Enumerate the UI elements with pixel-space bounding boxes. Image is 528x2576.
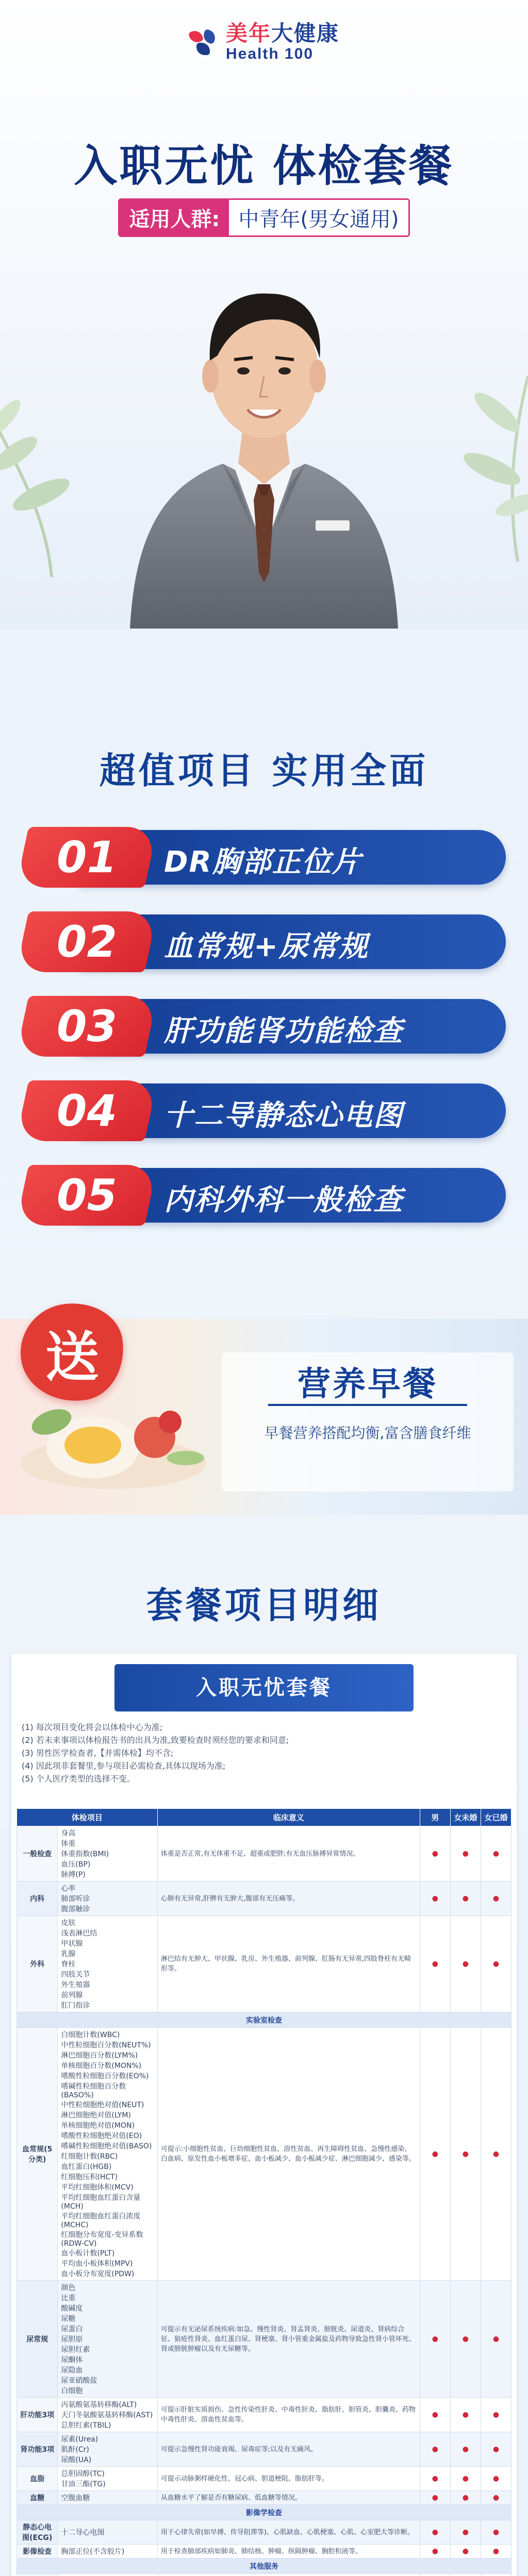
female-unmarried-mark: ●: [450, 2545, 481, 2558]
group-label: 实验室检查: [17, 2012, 512, 2028]
item-name-cell: 颜色 比重 酸碱度 尿糖 尿蛋白 尿胆原 尿胆红素 尿酮体 尿隐血 尿亚硝酸盐 白细胞: [58, 2281, 157, 2398]
item-name-cell: 总胆固醇(TC) 甘油三酯(TG): [58, 2467, 157, 2491]
group-label: 影像学检查: [17, 2505, 512, 2520]
package-name: 入职无忧套餐: [114, 1664, 414, 1711]
male-mark: ●: [420, 2398, 450, 2432]
item-name-cell: 心率 肺部听诊 腹部触诊: [58, 1882, 157, 1916]
item-name-cell: 皮肤 浅表淋巴结 甲状腺 乳腺 脊柱 四肢关节 外生殖器 前列腺 肛门指诊: [58, 1916, 157, 2012]
table-group-row: [17, 2012, 512, 2028]
col-female-unmarried: 女未婚: [450, 1809, 481, 1826]
table-group-row: [17, 2505, 512, 2520]
col-meaning: 临床意义: [157, 1809, 420, 1826]
item-name-cell: 胸部正位(不含胶片): [58, 2545, 157, 2558]
note-line: (1) 每次项目变化将会以体检中心为准;: [22, 1722, 163, 1732]
item-name-cell: 身高 体重 体重指数(BMI) 血压(BP) 脉搏(P): [58, 1826, 157, 1882]
female-unmarried-mark: ●: [450, 2028, 481, 2281]
meaning-cell: 用于检查肺部疾病如肺炎、肺结核、肿瘤、纵隔肿瘤、胸腔积液等。: [157, 2545, 420, 2558]
table-row: [17, 2467, 512, 2491]
female-married-mark: ●: [481, 2545, 511, 2558]
package-item: [22, 911, 506, 972]
item-number: 05: [15, 1165, 157, 1226]
brand-logo: [0, 23, 528, 62]
category-cell: 外科: [17, 1916, 58, 2012]
package-item: [22, 1080, 506, 1141]
meaning-cell: [157, 2574, 420, 2576]
male-mark: [420, 2574, 450, 2576]
table-row: [17, 2028, 512, 2281]
table-row: [17, 2398, 512, 2432]
item-label: 肝功能肾功能检查: [164, 1014, 403, 1048]
doctor-portrait: [120, 242, 408, 629]
male-mark: ●: [420, 1826, 450, 1882]
category-cell: 肝功能3项: [17, 2398, 58, 2432]
col-male: 男: [420, 1809, 450, 1826]
plant-left-decoration: [0, 361, 119, 577]
category-cell: 肾功能3项: [17, 2432, 58, 2467]
note-line: (2) 若未来事项以体检报告书的出具为准,致要检查时须经您的要求和同意;: [22, 1735, 289, 1745]
male-mark: ●: [420, 2491, 450, 2505]
female-unmarried-mark: [450, 2574, 481, 2576]
brand-name-red: 美年: [225, 21, 271, 46]
meaning-cell: 可提示有无泌尿系统疾病:如急、慢性肾炎、肾盂肾炎、膀胱炎、尿道炎、肾病综合征、狼疮性肾炎、血红蛋白尿、肾梗塞、肾小管重金属盐及药物导致急性肾小管坏死、肾或膀胱肿瘤以及有无尿糖等。: [157, 2281, 420, 2398]
meaning-cell: 可提示急慢性肾功能衰竭、尿毒症等;以及有无痛风。: [157, 2432, 420, 2467]
table-row: [17, 2281, 512, 2398]
female-married-mark: ●: [481, 2520, 511, 2545]
female-married-mark: ●: [481, 2432, 511, 2467]
detail-table: [16, 1808, 512, 2576]
category-cell: 血常规(5分类): [17, 2028, 58, 2281]
note-line: (5) 个人医疗类型的选择不变。: [22, 1774, 135, 1784]
brand-name-blue: 大健康: [271, 21, 340, 46]
gift-badge: 送: [14, 1297, 130, 1408]
hero-banner: [0, 0, 528, 629]
table-row: [17, 2432, 512, 2467]
item-name-cell: 空腹血糖: [58, 2491, 157, 2505]
table-row: [17, 2520, 512, 2545]
note-line: (4) 因此项非套餐里,参与项目必需检查,具体以现场为准;: [22, 1761, 226, 1771]
male-mark: ●: [420, 2281, 450, 2398]
table-row: [17, 1882, 512, 1916]
table-row: [17, 1916, 512, 2012]
audience-label: 适用人群:: [120, 200, 229, 235]
table-row: [17, 2545, 512, 2558]
item-name-cell: [58, 2574, 157, 2576]
male-mark: ●: [420, 2520, 450, 2545]
item-name-cell: 尿素(Urea) 肌酐(Cr) 尿酸(UA): [58, 2432, 157, 2467]
item-label: 十二导静态心电图: [164, 1099, 403, 1132]
notes-list: [22, 1721, 506, 1785]
detail-section-title: 套餐项目明细: [146, 1584, 382, 1626]
table-row: [17, 1826, 512, 1882]
items-section-title: 超值项目 实用全面: [99, 750, 429, 792]
item-name-cell: 十二导心电图: [58, 2520, 157, 2545]
female-unmarried-mark: ●: [450, 2281, 481, 2398]
package-item: [22, 996, 506, 1057]
category-cell: 影像检查: [17, 2545, 58, 2558]
female-unmarried-mark: ●: [450, 2520, 481, 2545]
male-mark: ●: [420, 2467, 450, 2491]
male-mark: ●: [420, 1916, 450, 2012]
category-cell: [17, 2574, 58, 2576]
item-label: DR胸部正位片: [164, 845, 362, 879]
female-married-mark: [481, 2574, 511, 2576]
meaning-cell: 可提示动脉粥样硬化性、冠心病、胆道梗阻、脂肪肝等。: [157, 2467, 420, 2491]
table-row: [17, 2574, 512, 2576]
package-item: [22, 1165, 506, 1226]
gift-subtitle: 早餐营养搭配均衡,富含膳食纤维: [264, 1425, 471, 1442]
item-number: 04: [15, 1080, 157, 1141]
meaning-cell: 体重是否正常,有无体重不足、超重或肥胖;有无血压脉搏异常情况。: [157, 1826, 420, 1882]
female-unmarried-mark: ●: [450, 2432, 481, 2467]
package-items-list: [22, 827, 506, 1249]
gift-divider: [268, 1404, 467, 1406]
col-female-married: 女已婚: [481, 1809, 511, 1826]
gift-title: 营养早餐: [298, 1365, 438, 1403]
item-name-cell: 白细胞计数(WBC) 中性粒细胞百分数(NEUT%) 淋巴细胞百分数(LYM%) 单核细胞百分数(MON%) 嗜酸性粒细胞百分数(EO%) 嗜碱性粒细胞百分数(BASO%) 中性粒细胞绝对值(NEUT) 淋巴细胞绝对值(LYM) 单核细胞绝对值(MON) 嗜酸性粒细胞绝对值(EO) 嗜碱性粒细胞绝对值(BASO) 红细胞计数(RBC) 血红蛋白(HGB) 红细胞压积(HCT) 平均红细胞体积(MCV) 平均红细胞血红蛋白含量(MCH) 平均红细胞血红蛋白浓度(MCHC) 红细胞分布宽度-变异系数(RDW-CV) 血小板计数(PLT) 平均血小板体积(MPV) 血小板分布宽度(PDW): [58, 2028, 157, 2281]
item-number: 03: [15, 996, 157, 1057]
category-cell: 内科: [17, 1882, 58, 1916]
category-cell: 血糖: [17, 2491, 58, 2505]
meaning-cell: 心肺有无异常,肝脾有无肿大,腹部有无压痛等。: [157, 1882, 420, 1916]
female-unmarried-mark: ●: [450, 2398, 481, 2432]
male-mark: ●: [420, 2432, 450, 2467]
male-mark: ●: [420, 2028, 450, 2281]
female-married-mark: ●: [481, 2398, 511, 2432]
gift-banner: [0, 1303, 528, 1520]
female-unmarried-mark: ●: [450, 1916, 481, 2012]
table-group-row: [17, 2558, 512, 2574]
category-cell: 静态心电图(ECG): [17, 2520, 58, 2545]
gift-card: [222, 1352, 514, 1492]
female-unmarried-mark: ●: [450, 2491, 481, 2505]
category-cell: 血脂: [17, 2467, 58, 2491]
item-name-cell: 丙氨酸氨基转移酶(ALT) 天门冬氨酸氨基转移酶(AST) 总胆红素(TBIL): [58, 2398, 157, 2432]
female-married-mark: ●: [481, 2491, 511, 2505]
female-married-mark: ●: [481, 1826, 511, 1882]
audience-tag: [0, 198, 528, 237]
male-mark: ●: [420, 2545, 450, 2558]
col-item: 体检项目: [17, 1809, 158, 1826]
category-cell: 一般检查: [17, 1826, 58, 1882]
package-item: [22, 827, 506, 888]
female-married-mark: ●: [481, 1916, 511, 2012]
male-mark: ●: [420, 1882, 450, 1916]
female-married-mark: ●: [481, 2467, 511, 2491]
note-line: (3) 男性医学检查者,【并需体检】均不含;: [22, 1748, 174, 1758]
category-cell: 尿常规: [17, 2281, 58, 2398]
brand-name-en: Health 100: [225, 45, 314, 62]
meaning-cell: 淋巴结有无肿大、甲状腺、乳房、外生殖器、前列腺、肛肠有无异常,四肢脊柱有无畸形等。: [157, 1916, 420, 2012]
meaning-cell: 可提示:小细胞性贫血、巨幼细胞性贫血、溶性贫血、再生障碍性贫血、急慢性感染、白血病、原发性血小板增多症、血小板减少、血小板减少症、淋巴细胞减少、感染等。: [157, 2028, 420, 2281]
table-row: [17, 2491, 512, 2505]
item-label: 血常规+尿常规: [164, 930, 369, 963]
meaning-cell: 从血糖水平了解是否有糖尿病、低血糖等情况。: [157, 2491, 420, 2505]
female-married-mark: ●: [481, 1882, 511, 1916]
page-title: 入职无忧 体检套餐: [74, 141, 454, 191]
item-label: 内科外科一般检查: [164, 1183, 403, 1217]
item-number: 02: [15, 911, 157, 972]
meaning-cell: 用于心律失常(如早搏、传导阻滞等)、心肌缺血、心肌梗塞、心肌、心室肥大等诊断。: [157, 2520, 420, 2545]
logo-icon: [189, 27, 219, 57]
plant-right-decoration: [415, 335, 528, 562]
female-married-mark: ●: [481, 2281, 511, 2398]
female-married-mark: ●: [481, 2028, 511, 2281]
female-unmarried-mark: ●: [450, 1882, 481, 1916]
detail-card: [11, 1654, 517, 2576]
female-unmarried-mark: ●: [450, 1826, 481, 1882]
audience-value: 中青年(男女通用): [229, 200, 408, 235]
item-number: 01: [15, 827, 157, 888]
group-label: 其他服务: [17, 2558, 512, 2574]
female-unmarried-mark: ●: [450, 2467, 481, 2491]
meaning-cell: 可提示肝脏实质损伤、急性传染性肝炎、中毒性肝炎、脂肪肝、胆管炎、胆囊炎、药物中毒性肝炎、溶血性贫血等。: [157, 2398, 420, 2432]
